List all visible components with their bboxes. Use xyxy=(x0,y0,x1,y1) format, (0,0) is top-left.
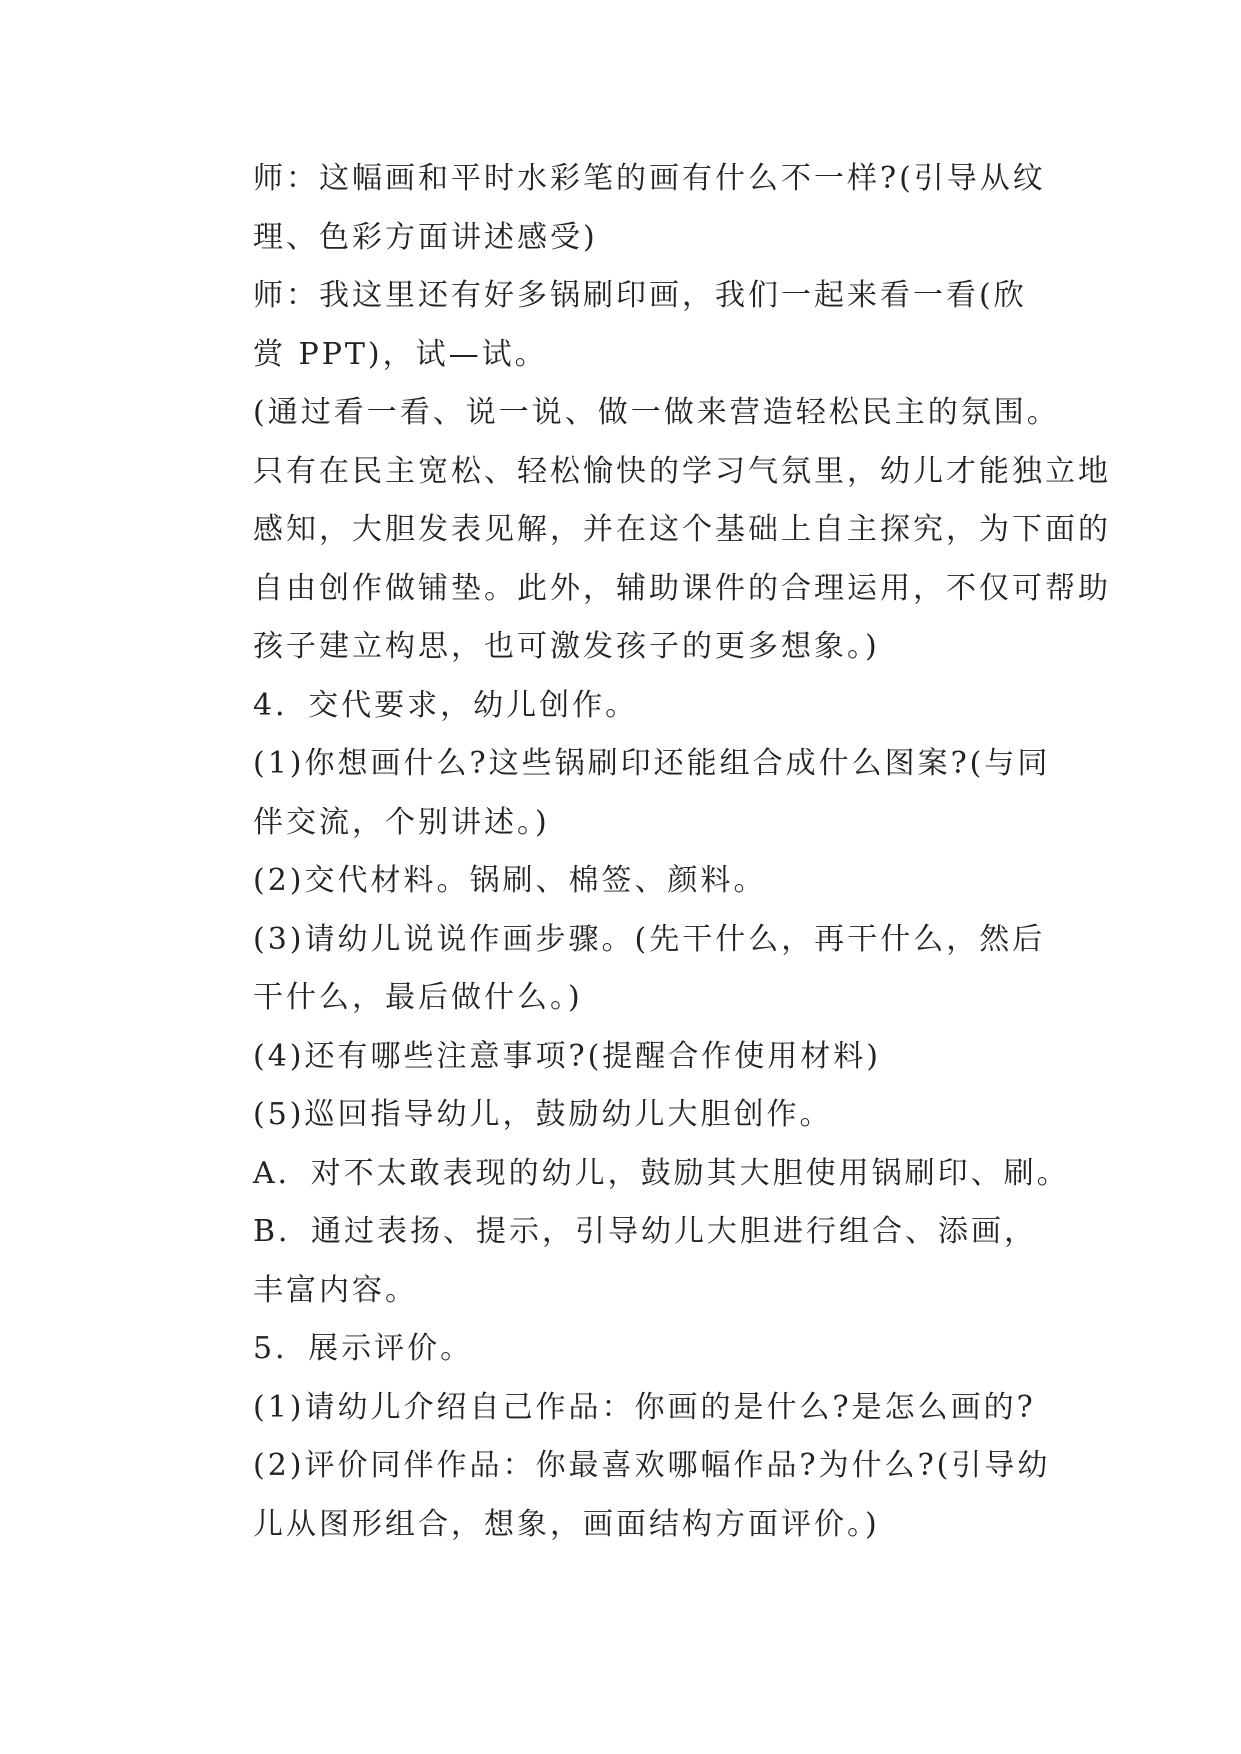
paragraph xyxy=(190,1145,1090,1204)
text-line: 干什么，最后做什么。) xyxy=(253,980,583,1015)
paragraph xyxy=(190,1320,1090,1379)
text-line: 自由创作做铺垫。此外，辅助课件的合理运用，不仅可帮助 xyxy=(253,570,1111,606)
text-line: (3)请幼儿说说作画步骤。(先干什么，再干什么，然后 xyxy=(253,921,1046,957)
text-line: 师：我这里还有好多锅刷印画，我们一起来看一看(欣 xyxy=(253,278,1027,313)
text-line: 赏 PPT)，试—试。 xyxy=(253,336,548,372)
paragraph xyxy=(190,1086,1090,1145)
text-line: 丰富内容。 xyxy=(253,1272,418,1308)
text-line: 5．展示评价。 xyxy=(253,1331,474,1366)
paragraph xyxy=(190,1437,1090,1554)
text-line: 4．交代要求，幼儿创作。 xyxy=(253,687,639,723)
text-line: 孩子建立构思，也可激发孩子的更多想象。) xyxy=(253,629,880,664)
paragraph xyxy=(190,150,1090,267)
paragraph xyxy=(190,735,1090,852)
paragraph xyxy=(190,852,1090,911)
paragraph xyxy=(190,267,1090,384)
text-line: 只有在民主宽松、轻松愉快的学习气氛里，幼儿才能独立地 xyxy=(253,453,1111,489)
text-line: (通过看一看、说一说、做一做来营造轻松民主的氛围。 xyxy=(253,395,1060,430)
text-line: 伴交流，个别讲述。) xyxy=(253,804,550,840)
text-line: 儿从图形组合，想象，画面结构方面评价。) xyxy=(253,1506,880,1542)
paragraph xyxy=(190,911,1090,1028)
paragraph xyxy=(190,1203,1090,1320)
text-line: (2)评价同伴作品：你最喜欢哪幅作品?为什么?(引导幼 xyxy=(253,1448,1051,1483)
text-line: (1)你想画什么?这些锅刷印还能组合成什么图案?(与同 xyxy=(253,746,1051,781)
text-line: (2)交代材料。锅刷、棉签、颜料。 xyxy=(253,863,767,898)
paragraph xyxy=(190,1028,1090,1087)
text-line: B．通过表扬、提示，引导幼儿大胆进行组合、添画， xyxy=(253,1214,1038,1249)
text-line: 师：这幅画和平时水彩笔的画有什么不一样?(引导从纹 xyxy=(253,161,1046,196)
paragraph xyxy=(190,1379,1090,1438)
document-body xyxy=(190,150,1111,1554)
text-line: 理、色彩方面讲述感受) xyxy=(253,219,598,255)
text-line: (1)请幼儿介绍自己作品：你画的是什么?是怎么画的? xyxy=(253,1389,1036,1425)
paragraph xyxy=(190,384,1111,677)
text-line: (4)还有哪些注意事项?(提醒合作使用材料) xyxy=(253,1038,881,1074)
text-line: (5)巡回指导幼儿，鼓励幼儿大胆创作。 xyxy=(253,1097,833,1132)
text-line: 感知，大胆发表见解，并在这个基础上自主探究，为下面的 xyxy=(253,512,1111,547)
text-line: A．对不太敢表现的幼儿，鼓励其大胆使用锅刷印、刷。 xyxy=(253,1155,1070,1191)
paragraph xyxy=(190,677,1090,736)
